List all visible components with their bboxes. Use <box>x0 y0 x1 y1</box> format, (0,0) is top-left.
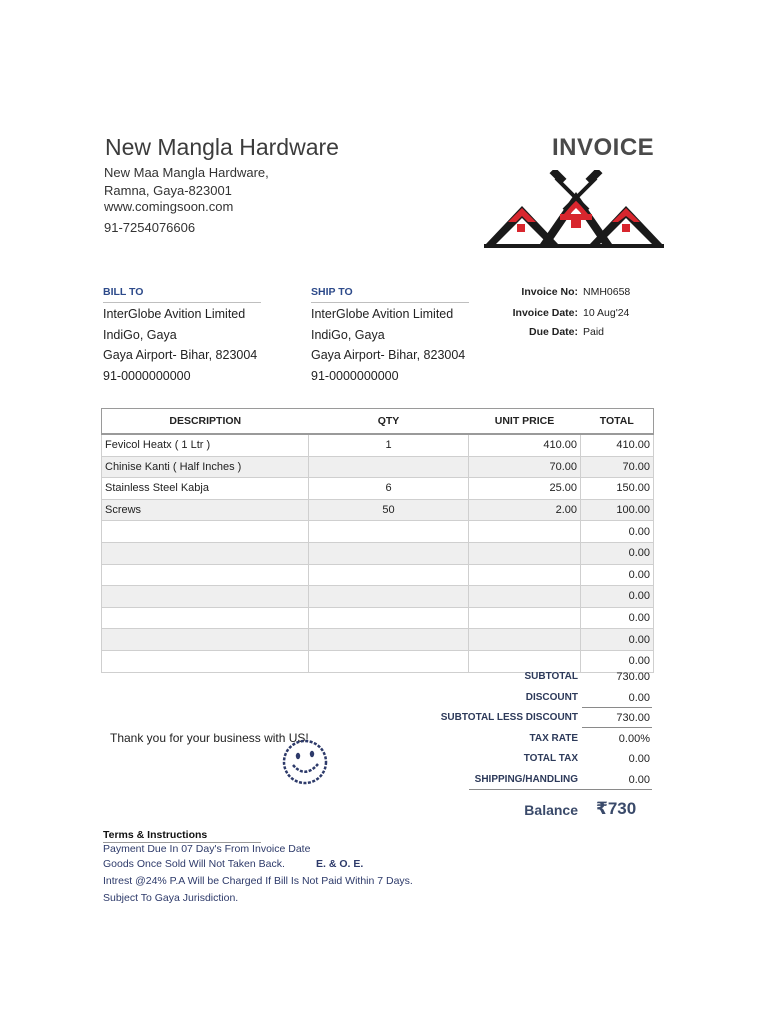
table-header-row <box>102 409 654 435</box>
cell-unit-price <box>469 564 581 586</box>
errors-omissions-excepted: E. & O. E. <box>316 858 364 870</box>
column-header-total: TOTAL <box>581 409 654 435</box>
cell-unit-price <box>469 629 581 651</box>
invoice-title: INVOICE <box>552 134 655 161</box>
ship-to-line-1: InterGlobe Avition Limited <box>311 307 454 321</box>
cell-unit-price: 410.00 <box>469 434 581 456</box>
summary-label-shipping-handling: SHIPPING/HANDLING <box>474 773 578 785</box>
cell-qty <box>309 564 469 586</box>
balance-value: ₹730 <box>596 799 637 818</box>
cell-total: 0.00 <box>581 586 654 608</box>
bill-to-line-2: IndiGo, Gaya <box>103 328 177 342</box>
bill-to-heading: BILL TO <box>103 286 144 298</box>
cell-unit-price <box>469 542 581 564</box>
summary-value-tax-rate: 0.00% <box>618 732 650 745</box>
thank-you-note: Thank you for your business with US! <box>110 731 309 745</box>
terms-line-2: Goods Once Sold Will Not Taken Back. <box>103 858 285 870</box>
invoice-date-value: 10 Aug'24 <box>583 307 630 319</box>
cell-total: 0.00 <box>581 607 654 629</box>
cell-description <box>102 564 309 586</box>
terms-line-3: Intrest @24% P.A Will be Charged If Bill Is Not Paid Within 7 Days. <box>103 875 413 887</box>
cell-description <box>102 650 309 672</box>
cell-unit-price <box>469 521 581 543</box>
summary-value-subtotal-less-discount: 730.00 <box>616 712 650 724</box>
bill-to-line-1: InterGlobe Avition Limited <box>103 307 246 321</box>
terms-heading: Terms & Instructions <box>103 829 208 841</box>
due-date-value: Paid <box>583 326 605 338</box>
cell-qty <box>309 542 469 564</box>
line-items-table <box>101 408 654 673</box>
summary-label-tax-rate: TAX RATE <box>529 732 578 744</box>
cell-unit-price <box>469 607 581 629</box>
cell-total: 410.00 <box>581 434 654 456</box>
summary-divider <box>582 727 652 728</box>
table-row <box>102 586 654 608</box>
summary-divider <box>469 789 652 790</box>
bill-to-divider <box>103 302 261 303</box>
company-address-line-1: New Maa Mangla Hardware, <box>104 165 269 180</box>
cell-qty <box>309 607 469 629</box>
cell-total: 0.00 <box>581 629 654 651</box>
cell-qty <box>309 586 469 608</box>
cell-qty <box>309 629 469 651</box>
summary-value-total-tax: 0.00 <box>628 753 650 765</box>
company-phone: 91-7254076606 <box>104 220 196 235</box>
summary-value-shipping-handling: 0.00 <box>628 773 650 786</box>
ship-to-line-2: IndiGo, Gaya <box>311 328 385 342</box>
ship-to-heading: SHIP TO <box>311 286 353 298</box>
column-header-qty: QTY <box>309 409 469 435</box>
bill-to-line-3: Gaya Airport- Bihar, 823004 <box>103 348 258 362</box>
summary-value-discount: 0.00 <box>628 691 650 704</box>
summary-value-subtotal: 730.00 <box>616 671 650 683</box>
cell-unit-price: 70.00 <box>469 456 581 478</box>
cell-total: 150.00 <box>581 478 654 500</box>
cell-description: Chinise Kanti ( Half Inches ) <box>102 456 309 478</box>
ship-to-line-4: 91-0000000000 <box>311 369 399 383</box>
summary-divider <box>582 707 652 708</box>
ship-to-line-3: Gaya Airport- Bihar, 823004 <box>311 348 466 362</box>
terms-line-4: Subject To Gaya Jurisdiction. <box>103 892 239 904</box>
table-row <box>102 434 654 456</box>
company-name: New Mangla Hardware <box>105 134 339 160</box>
balance-label: Balance <box>524 802 578 818</box>
line-items-body <box>102 434 654 672</box>
cell-unit-price <box>469 586 581 608</box>
table-row <box>102 564 654 586</box>
table-row <box>102 456 654 478</box>
cell-total: 100.00 <box>581 499 654 521</box>
ship-to-divider <box>311 302 469 303</box>
company-website: www.comingsoon.com <box>104 199 234 214</box>
cell-unit-price <box>469 650 581 672</box>
cell-description <box>102 586 309 608</box>
cell-qty <box>309 456 469 478</box>
cell-qty <box>309 650 469 672</box>
cell-description <box>102 542 309 564</box>
cell-unit-price: 25.00 <box>469 478 581 500</box>
cell-unit-price: 2.00 <box>469 499 581 521</box>
column-header-description: DESCRIPTION <box>102 409 309 435</box>
invoice-date-label: Invoice Date: <box>512 307 578 319</box>
cell-qty <box>309 521 469 543</box>
table-row <box>102 650 654 672</box>
summary-label-discount: DISCOUNT <box>525 691 578 703</box>
table-row <box>102 629 654 651</box>
cell-qty: 6 <box>309 478 469 500</box>
due-date-label: Due Date: <box>528 326 578 338</box>
table-row <box>102 542 654 564</box>
cell-qty: 1 <box>309 434 469 456</box>
cell-total: 70.00 <box>581 456 654 478</box>
invoice-number-label: Invoice No: <box>521 286 578 298</box>
column-header-unit-price: UNIT PRICE <box>469 409 581 435</box>
table-row <box>102 478 654 500</box>
cell-total: 0.00 <box>581 650 654 672</box>
summary-label-subtotal: SUBTOTAL <box>524 671 578 682</box>
cell-description: Fevicol Heatx ( 1 Ltr ) <box>102 434 309 456</box>
summary-label-total-tax: TOTAL TAX <box>523 753 578 764</box>
invoice-number-value: NMH0658 <box>583 286 631 298</box>
cell-description: Stainless Steel Kabja <box>102 478 309 500</box>
smiley-face-icon <box>280 737 330 787</box>
cell-description: Screws <box>102 499 309 521</box>
cell-total: 0.00 <box>581 542 654 564</box>
terms-line-1: Payment Due In 07 Day's From Invoice Date <box>103 843 311 855</box>
table-row <box>102 521 654 543</box>
cell-description <box>102 521 309 543</box>
summary-label-subtotal-less-discount: SUBTOTAL LESS DISCOUNT <box>440 712 578 723</box>
table-row <box>102 499 654 521</box>
house-hammer-logo-icon <box>484 170 664 250</box>
cell-qty: 50 <box>309 499 469 521</box>
company-address-line-2: Ramna, Gaya-823001 <box>104 183 232 198</box>
bill-to-line-4: 91-0000000000 <box>103 369 191 383</box>
cell-total: 0.00 <box>581 564 654 586</box>
table-row <box>102 607 654 629</box>
cell-total: 0.00 <box>581 521 654 543</box>
cell-description <box>102 607 309 629</box>
cell-description <box>102 629 309 651</box>
